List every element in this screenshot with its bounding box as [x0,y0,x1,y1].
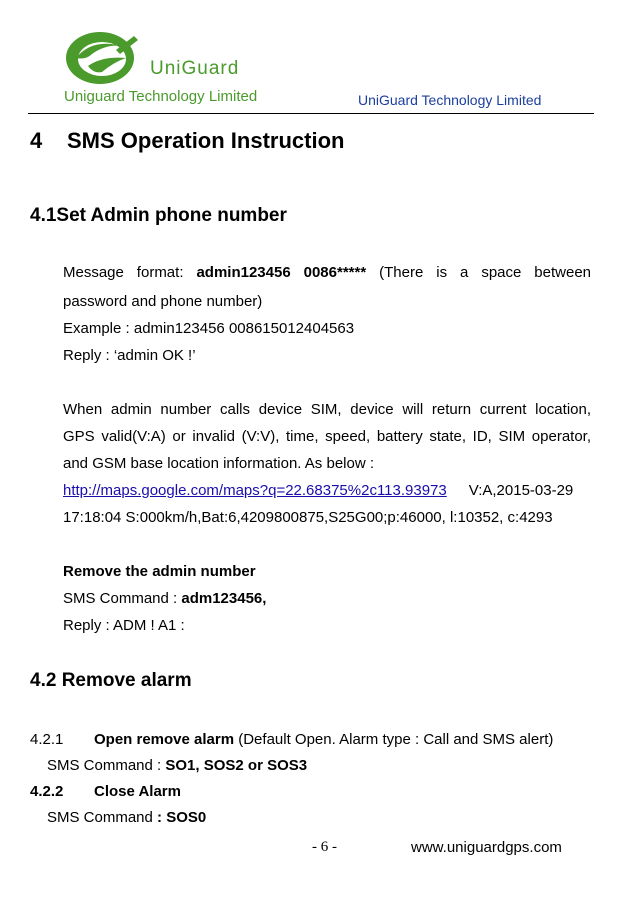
location-link-line [63,482,591,499]
item-title: Close Alarm [94,783,181,800]
command-label: SMS Command : [47,757,166,774]
description-line-3: and GSM base location information. As below : [63,455,375,472]
company-subtitle: Uniguard Technology Limited [64,88,258,105]
item-4-2-2-command [47,809,206,826]
item-note: (Default Open. Alarm type : Call and SMS alert) [234,731,554,748]
header-divider [28,113,594,114]
command-value: SO1, SOS2 or SOS3 [165,757,308,774]
uniguard-logo-icon [62,28,152,88]
command-label: SMS Command [47,809,158,826]
remove-admin-title [63,563,591,580]
message-format-line [63,264,591,281]
reply-line: Reply : ‘admin OK !’ [63,347,196,364]
google-maps-link[interactable]: http://maps.google.com/maps?q=22.68375%2c113.93973 [63,482,447,499]
description-line-5: 17:18:04 S:000km/h,Bat:6,4209800875,S25G00;p:46000, l:10352, c:4293 [63,509,553,526]
remove-admin-command [63,590,591,607]
item-number: 4.2.1 [30,731,64,748]
command-value: : SOS0 [157,809,207,826]
format-note-continued: password and phone number) [63,293,263,310]
link-tail: V:A,2015-03-29 [468,482,574,499]
item-4-2-1 [30,731,553,748]
description-line-1: When admin number calls device SIM, device will return current location, [63,401,591,418]
subsection-heading-4-1: 4.1Set Admin phone number [30,205,287,226]
subsection-heading-4-2: 4.2 Remove alarm [30,670,192,691]
format-label: Message format: [63,264,184,281]
company-logo [62,28,302,112]
header-company-name: UniGuard Technology Limited [358,92,542,108]
section-heading [30,128,344,154]
format-command: admin123456 0086***** [196,264,367,281]
command-label: SMS Command : [63,590,182,607]
remove-admin-reply: Reply : ADM ! A1 : [63,617,185,634]
section-number: 4 [30,128,43,153]
example-line: Example : admin123456 008615012404563 [63,320,355,337]
page-number: - 6 - [312,839,337,855]
item-4-2-2 [30,783,181,800]
section-title: SMS Operation Instruction [67,128,345,153]
remove-admin-title-text: Remove the admin number [63,563,256,580]
description-line-2: GPS valid(V:A) or invalid (V:V), time, speed, battery state, ID, SIM operator, [63,428,591,445]
footer-website: www.uniguardgps.com [411,839,562,856]
format-note: (There is a space between [379,264,592,281]
item-title: Open remove alarm [94,731,235,748]
command-value: adm123456, [181,590,267,607]
item-number: 4.2.2 [30,783,64,800]
item-4-2-1-command [47,757,307,774]
brand-name: UniGuard [150,58,240,79]
